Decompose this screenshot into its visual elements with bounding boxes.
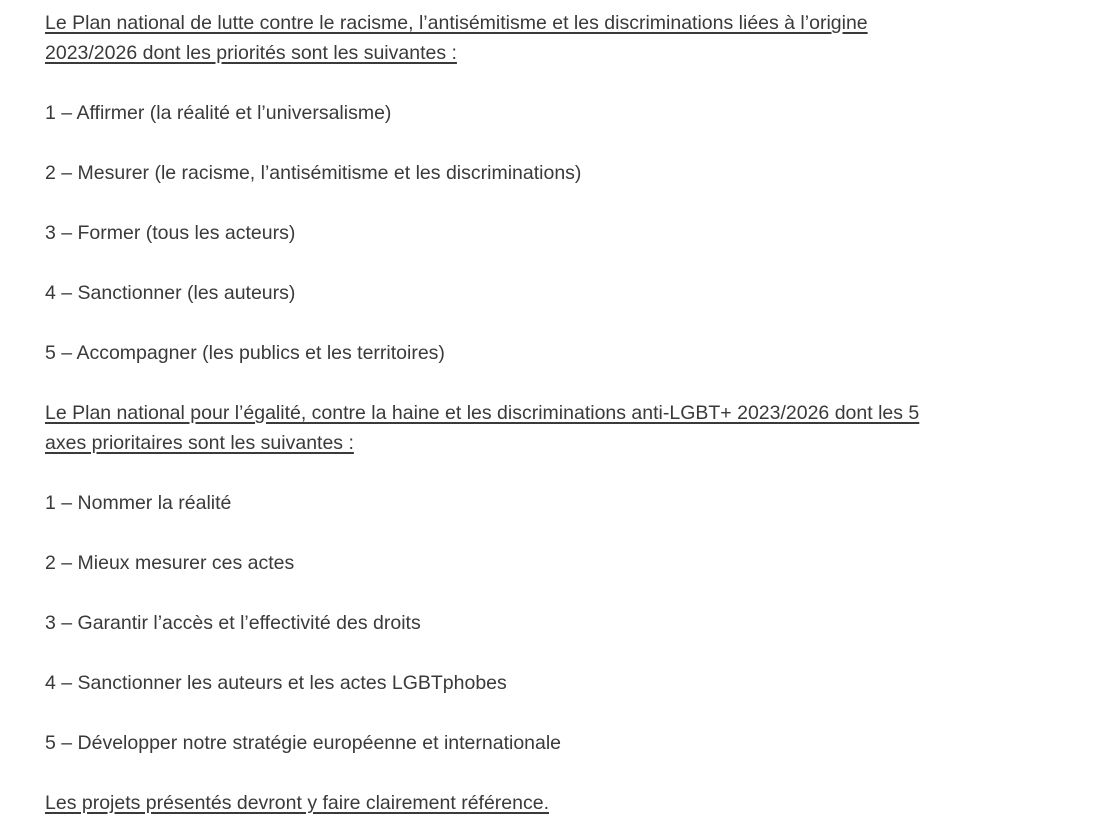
- section2-item-4: 4 – Sanctionner les auteurs et les actes LGBTphobes: [45, 672, 507, 694]
- section2-heading-line2: axes prioritaires sont les suivantes :: [45, 432, 354, 454]
- section1-heading-line2: 2023/2026 dont les priorités sont les suivantes :: [45, 42, 457, 64]
- section1-item-5: 5 – Accompagner (les publics et les territoires): [45, 342, 445, 364]
- section1-heading-line1: Le Plan national de lutte contre le racisme, l’antisémitisme et les discriminations liées à l’origine: [45, 12, 868, 34]
- section1-item-1: 1 – Affirmer (la réalité et l’universalisme): [45, 102, 392, 124]
- section1-item-2: 2 – Mesurer (le racisme, l’antisémitisme et les discriminations): [45, 162, 582, 184]
- section2-item-1: 1 – Nommer la réalité: [45, 492, 232, 514]
- section1-item-4: 4 – Sanctionner (les auteurs): [45, 282, 296, 304]
- closing-note: Les projets présentés devront y faire clairement référence.: [45, 792, 550, 814]
- section2-item-5: 5 – Développer notre stratégie européenne et internationale: [45, 732, 562, 754]
- section2-item-3: 3 – Garantir l’accès et l’effectivité des droits: [45, 612, 421, 634]
- section2-item-2: 2 – Mieux mesurer ces actes: [45, 552, 295, 574]
- section2-heading-line1: Le Plan national pour l’égalité, contre la haine et les discriminations anti-LGBT+ 2023/2026 dont les 5: [45, 402, 920, 424]
- section1-item-3: 3 – Former (tous les acteurs): [45, 222, 296, 244]
